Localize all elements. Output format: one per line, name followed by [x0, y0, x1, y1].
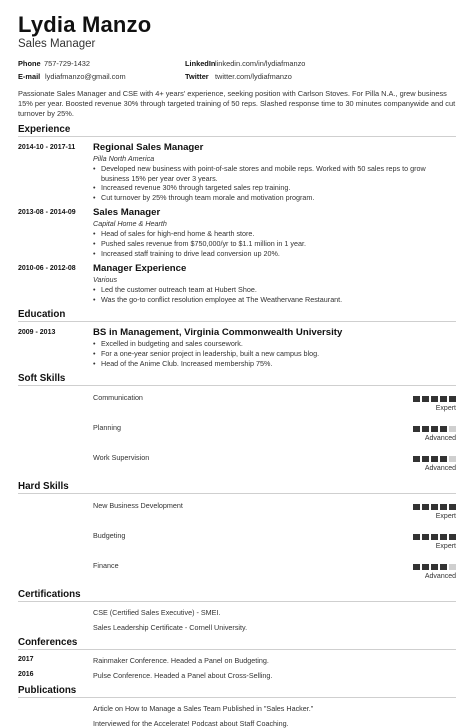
skill-dot-filled — [422, 504, 430, 510]
skill-level-label: Advanced — [424, 573, 456, 581]
skill-dot-empty — [449, 426, 457, 432]
entry-date: 2013-08 - 2014-09 — [18, 209, 76, 217]
section-title-education: Education — [18, 309, 66, 321]
contact-linkedin — [185, 59, 454, 68]
section-divider — [18, 136, 456, 137]
skill-name: Work Supervision — [93, 453, 150, 463]
conference-year: 2016 — [18, 671, 34, 679]
hard-skills-list — [18, 499, 456, 584]
bullet-item: • Head of sales for high-end home & hearth store. — [93, 229, 456, 239]
skill-dot-filled — [413, 564, 421, 570]
skill-level-label: Expert — [435, 405, 456, 413]
entry-date: 2010-06 - 2012-08 — [18, 265, 76, 273]
skill-dot-filled — [422, 534, 430, 540]
skill-level-dots — [413, 504, 457, 510]
section-title-certifications: Certifications — [18, 589, 81, 601]
entry-date: 2009 - 2013 — [18, 329, 56, 337]
twitter-value[interactable]: twitter.com/lydiafmanzo — [215, 72, 292, 81]
bullet-item: • Cut turnover by 25% through team morale and motivation program. — [93, 193, 456, 203]
skill-dot-filled — [440, 504, 448, 510]
profile-summary: Passionate Sales Manager and CSE with 4+ years' experience, seeking position with Carlson Stoves. For Pilla N.A., grew business 15% per year. Boosted revenue 30% through targeted training of 50 reps. Slashed response time to 30 minutes companywide and cut turnover by 25%. — [18, 89, 456, 118]
skill-dot-filled — [440, 426, 448, 432]
skill-dot-filled — [440, 564, 448, 570]
skill-meter — [410, 499, 456, 524]
skill-name: Planning — [93, 423, 121, 433]
skill-dot-filled — [431, 504, 439, 510]
company-name: Pilla North America — [93, 154, 155, 163]
skill-dot-filled — [422, 396, 430, 402]
skill-level-label: Expert — [435, 543, 456, 551]
publication-item: Interviewed for the Accelerate! Podcast about Staff Coaching. — [93, 719, 289, 728]
section-title-soft-skills: Soft Skills — [18, 373, 66, 385]
skill-level-dots — [413, 564, 457, 570]
job-title: Manager Experience — [93, 263, 187, 275]
section-title-experience: Experience — [18, 124, 71, 135]
skill-dot-filled — [431, 564, 439, 570]
skill-dot-filled — [413, 396, 421, 402]
skill-row — [18, 529, 456, 554]
phone-label: Phone — [18, 59, 41, 68]
skill-row — [18, 559, 456, 584]
skill-row — [18, 451, 456, 476]
section-divider — [18, 493, 456, 494]
skill-dot-filled — [431, 456, 439, 462]
bullet-item: • Increased revenue 30% through targeted sales rep training. — [93, 183, 456, 193]
skill-meter — [410, 559, 456, 584]
skill-dot-filled — [440, 396, 448, 402]
section-divider — [18, 601, 456, 602]
bullet-item: • Excelled in budgeting and sales coursework. — [93, 339, 456, 349]
skill-level-dots — [413, 456, 457, 462]
bullet-item: • Pushed sales revenue from $750,000/yr to $1.1 million in 1 year. — [93, 239, 456, 249]
skill-meter — [410, 391, 456, 416]
skill-dot-filled — [440, 534, 448, 540]
skill-dot-filled — [422, 456, 430, 462]
skill-name: Budgeting — [93, 531, 126, 541]
skill-row — [18, 499, 456, 524]
experience-entry — [18, 142, 456, 202]
skill-dot-empty — [449, 456, 457, 462]
bullet-item: • Was the go-to conflict resolution employee at The Weathervane Restaurant. — [93, 295, 456, 305]
skill-dot-filled — [449, 396, 457, 402]
entry-date: 2014-10 - 2017-11 — [18, 144, 76, 151]
skill-name: Communication — [93, 393, 143, 403]
conference-item — [18, 671, 456, 680]
skill-dot-filled — [449, 504, 457, 510]
section-divider — [18, 649, 456, 650]
contact-phone — [18, 59, 185, 68]
linkedin-value[interactable]: linkedin.com/in/lydiafmanzo — [215, 59, 306, 68]
section-divider — [18, 697, 456, 698]
section-divider — [18, 385, 456, 386]
certification-item: CSE (Certified Sales Executive) - SMEI. — [93, 608, 221, 618]
education-entry — [18, 327, 456, 368]
skill-level-dots — [413, 426, 457, 432]
skill-dot-filled — [431, 396, 439, 402]
skill-dot-filled — [440, 456, 448, 462]
bullet-item: • Head of the Anime Club. Increased membership 75%. — [93, 359, 456, 369]
job-title: Sales Manager — [93, 207, 161, 219]
skill-dot-filled — [413, 426, 421, 432]
skill-level-label: Advanced — [424, 435, 456, 443]
section-title-publications: Publications — [18, 685, 77, 697]
skill-name: New Business Development — [93, 501, 183, 511]
company-name: Various — [93, 275, 118, 285]
bullet-item: • Developed new business with point-of-sale stores and mobile reps. Worked with 50 sales reps to grow business 15% per year over 3 years. — [93, 164, 456, 183]
contact-block — [18, 59, 456, 81]
section-divider — [18, 321, 456, 322]
skill-meter — [410, 451, 456, 476]
section-title-conferences: Conferences — [18, 637, 78, 649]
degree-title: BS in Management, Virginia Commonwealth University — [93, 327, 343, 339]
experience-entry — [18, 207, 456, 258]
skill-name: Finance — [93, 561, 119, 571]
conference-text: Pulse Conference. Headed a Panel about Cross-Selling. — [93, 671, 273, 681]
linkedin-label: LinkedIn — [185, 59, 216, 68]
certification-item: Sales Leadership Certificate - Cornell University. — [93, 623, 248, 633]
skill-level-label: Advanced — [424, 465, 456, 473]
skill-dot-filled — [431, 534, 439, 540]
skill-dot-filled — [422, 426, 430, 432]
skill-dot-filled — [449, 534, 457, 540]
experience-entry — [18, 263, 456, 304]
conference-text: Rainmaker Conference. Headed a Panel on Budgeting. — [93, 656, 269, 666]
phone-value[interactable]: 757-729-1432 — [44, 59, 91, 68]
email-label: E-mail — [18, 72, 41, 81]
bullet-item: • Led the customer outreach team at Hubert Shoe. — [93, 285, 456, 295]
publication-item: Article on How to Manage a Sales Team Published in "Sales Hacker." — [93, 704, 314, 714]
skill-row — [18, 421, 456, 446]
skill-dot-empty — [449, 564, 457, 570]
skill-meter — [410, 421, 456, 446]
skill-dot-filled — [431, 426, 439, 432]
soft-skills-list — [18, 391, 456, 476]
twitter-label: Twitter — [185, 72, 209, 81]
job-title: Regional Sales Manager — [93, 142, 204, 153]
conference-year: 2017 — [18, 656, 34, 664]
contact-twitter — [185, 72, 454, 81]
candidate-name: Lydia Manzo — [18, 12, 152, 37]
skill-level-dots — [413, 534, 457, 540]
bullet-item: • Increased staff training to drive lead conversion up 20%. — [93, 249, 456, 259]
conference-item — [18, 656, 456, 665]
skill-dot-filled — [413, 504, 421, 510]
skill-dot-filled — [413, 534, 421, 540]
skill-dot-filled — [422, 564, 430, 570]
skill-meter — [410, 529, 456, 554]
skill-level-dots — [413, 396, 457, 402]
contact-email — [18, 72, 185, 81]
skill-row — [18, 391, 456, 416]
candidate-title: Sales Manager — [18, 38, 96, 50]
section-title-hard-skills: Hard Skills — [18, 481, 69, 493]
email-value[interactable]: lydiafmanzo@gmail.com — [45, 72, 126, 81]
skill-level-label: Expert — [435, 513, 456, 521]
skill-dot-filled — [413, 456, 421, 462]
company-name: Capital Home & Hearth — [93, 219, 167, 229]
bullet-item: • For a one-year senior project in leadership, built a new campus blog. — [93, 349, 456, 359]
